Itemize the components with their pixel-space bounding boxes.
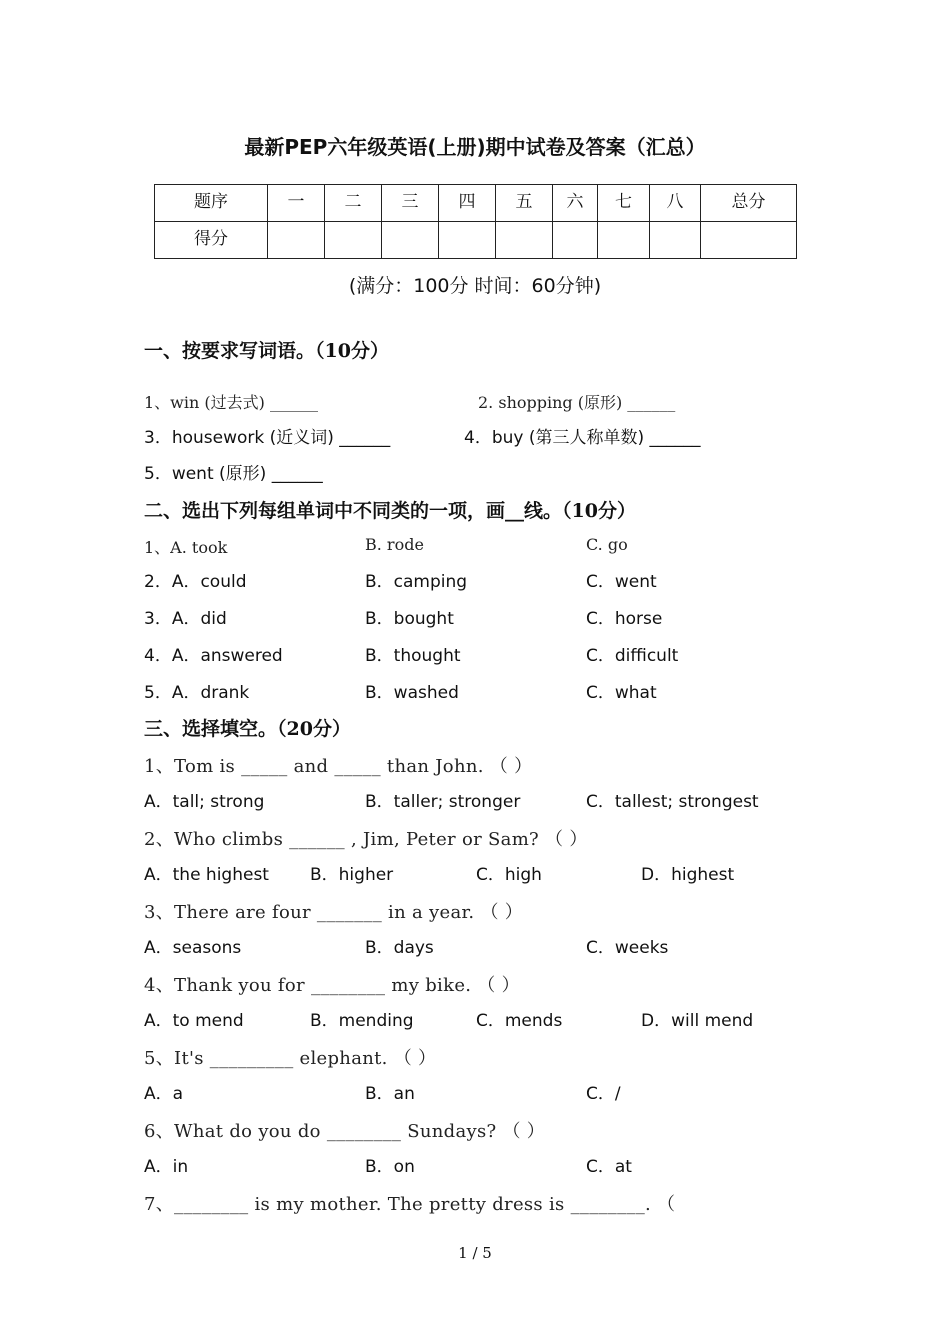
score-table-score-row <box>155 222 797 259</box>
section2-row5-option-c: C．what <box>586 683 657 703</box>
section2-heading: 二、选出下列每组单词中不同类的一项，画__线。（10分） <box>144 500 636 522</box>
section3-q2-option-a: A．the highest <box>144 865 269 885</box>
score-cell[interactable] <box>268 222 325 259</box>
section1-question-1: 1、win (过去式) ______ <box>144 393 318 412</box>
section3-q4-option-c: C．mends <box>476 1011 563 1031</box>
score-table-header-row <box>155 185 797 222</box>
section3-q6-option-a: A．in <box>144 1157 189 1177</box>
header-cell: 五 <box>496 185 553 222</box>
score-cell[interactable] <box>701 222 797 259</box>
section2-row3-option-c: C．horse <box>586 609 663 629</box>
header-cell: 总分 <box>701 185 797 222</box>
score-cell[interactable] <box>439 222 496 259</box>
section3-q2-option-c: C．high <box>476 865 542 885</box>
header-cell: 六 <box>553 185 598 222</box>
section2-row1-option-b: B. rode <box>365 535 424 554</box>
score-cell[interactable] <box>650 222 701 259</box>
section3-q5-option-b: B．an <box>365 1084 415 1104</box>
section3-q2-option-b: B．higher <box>310 865 394 885</box>
section3-question-5: 5、It's _________ elephant. （ ） <box>144 1048 437 1069</box>
section3-q5-option-c: C．/ <box>586 1084 621 1104</box>
section3-question-3: 3、There are four _______ in a year. （ ） <box>144 902 524 923</box>
header-cell: 题序 <box>155 185 268 222</box>
section3-q4-option-a: A．to mend <box>144 1011 244 1031</box>
section3-question-7: 7、________ is my mother. The pretty dress is ________. （ <box>144 1194 676 1215</box>
section2-row4-option-c: C．difficult <box>586 646 679 666</box>
score-cell[interactable] <box>382 222 439 259</box>
section2-row2-option-a: 2．A．could <box>144 572 247 592</box>
header-cell: 一 <box>268 185 325 222</box>
section2-row4-option-b: B．thought <box>365 646 461 666</box>
section1-question-3: 3．housework (近义词) ______ <box>144 428 391 448</box>
section1-heading: 一、按要求写词语。（10分） <box>144 340 389 362</box>
section3-q3-option-c: C．weeks <box>586 938 669 958</box>
section3-q3-option-a: A．seasons <box>144 938 242 958</box>
section2-row3-option-b: B．bought <box>365 609 454 629</box>
header-cell: 八 <box>650 185 701 222</box>
section2-row5-option-a: 5．A．drank <box>144 683 250 703</box>
section2-row5-option-b: B．washed <box>365 683 459 703</box>
section2-row2-option-b: B．camping <box>365 572 468 592</box>
section3-question-1: 1、Tom is _____ and _____ than John. （ ） <box>144 756 533 777</box>
section3-question-6: 6、What do you do ________ Sundays? （ ） <box>144 1121 546 1142</box>
section1-question-5: 5．went (原形) ______ <box>144 464 323 484</box>
section3-q3-option-b: B．days <box>365 938 434 958</box>
section3-heading: 三、选择填空。（20分） <box>144 718 351 740</box>
page-number: 1 / 5 <box>458 1244 492 1262</box>
score-cell[interactable] <box>598 222 650 259</box>
score-cell[interactable] <box>553 222 598 259</box>
section3-q6-option-b: B．on <box>365 1157 415 1177</box>
header-cell: 七 <box>598 185 650 222</box>
section2-row1-option-a: 1、A. took <box>144 538 228 557</box>
page-title: 最新PEP六年级英语(上册)期中试卷及答案（汇总） <box>244 135 706 159</box>
section3-q1-option-b: B．taller; stronger <box>365 792 521 812</box>
header-cell: 三 <box>382 185 439 222</box>
exam-info: (满分：100分 时间：60分钟) <box>348 275 602 297</box>
section3-q1-option-a: A．tall; strong <box>144 792 265 812</box>
section3-question-2: 2、Who climbs ______ , Jim, Peter or Sam? （ ） <box>144 829 588 850</box>
header-cell: 二 <box>325 185 382 222</box>
section3-q4-option-b: B．mending <box>310 1011 414 1031</box>
section3-q6-option-c: C．at <box>586 1157 632 1177</box>
score-table <box>154 184 797 259</box>
row-label-cell: 得分 <box>155 222 268 259</box>
section3-q2-option-d: D．highest <box>641 865 735 885</box>
section2-row3-option-a: 3．A．did <box>144 609 227 629</box>
section3-question-4: 4、Thank you for ________ my bike. （ ） <box>144 975 520 996</box>
section1-question-4: 4．buy (第三人称单数) ______ <box>464 428 701 448</box>
score-cell[interactable] <box>325 222 382 259</box>
header-cell: 四 <box>439 185 496 222</box>
section2-row2-option-c: C．went <box>586 572 657 592</box>
section3-q4-option-d: D．will mend <box>641 1011 754 1031</box>
score-cell[interactable] <box>496 222 553 259</box>
section3-q5-option-a: A．a <box>144 1084 184 1104</box>
section2-row1-option-c: C. go <box>586 535 628 554</box>
section3-q1-option-c: C．tallest; strongest <box>586 792 759 812</box>
section1-question-2: 2. shopping (原形) ______ <box>478 393 676 412</box>
section2-row4-option-a: 4．A．answered <box>144 646 283 666</box>
